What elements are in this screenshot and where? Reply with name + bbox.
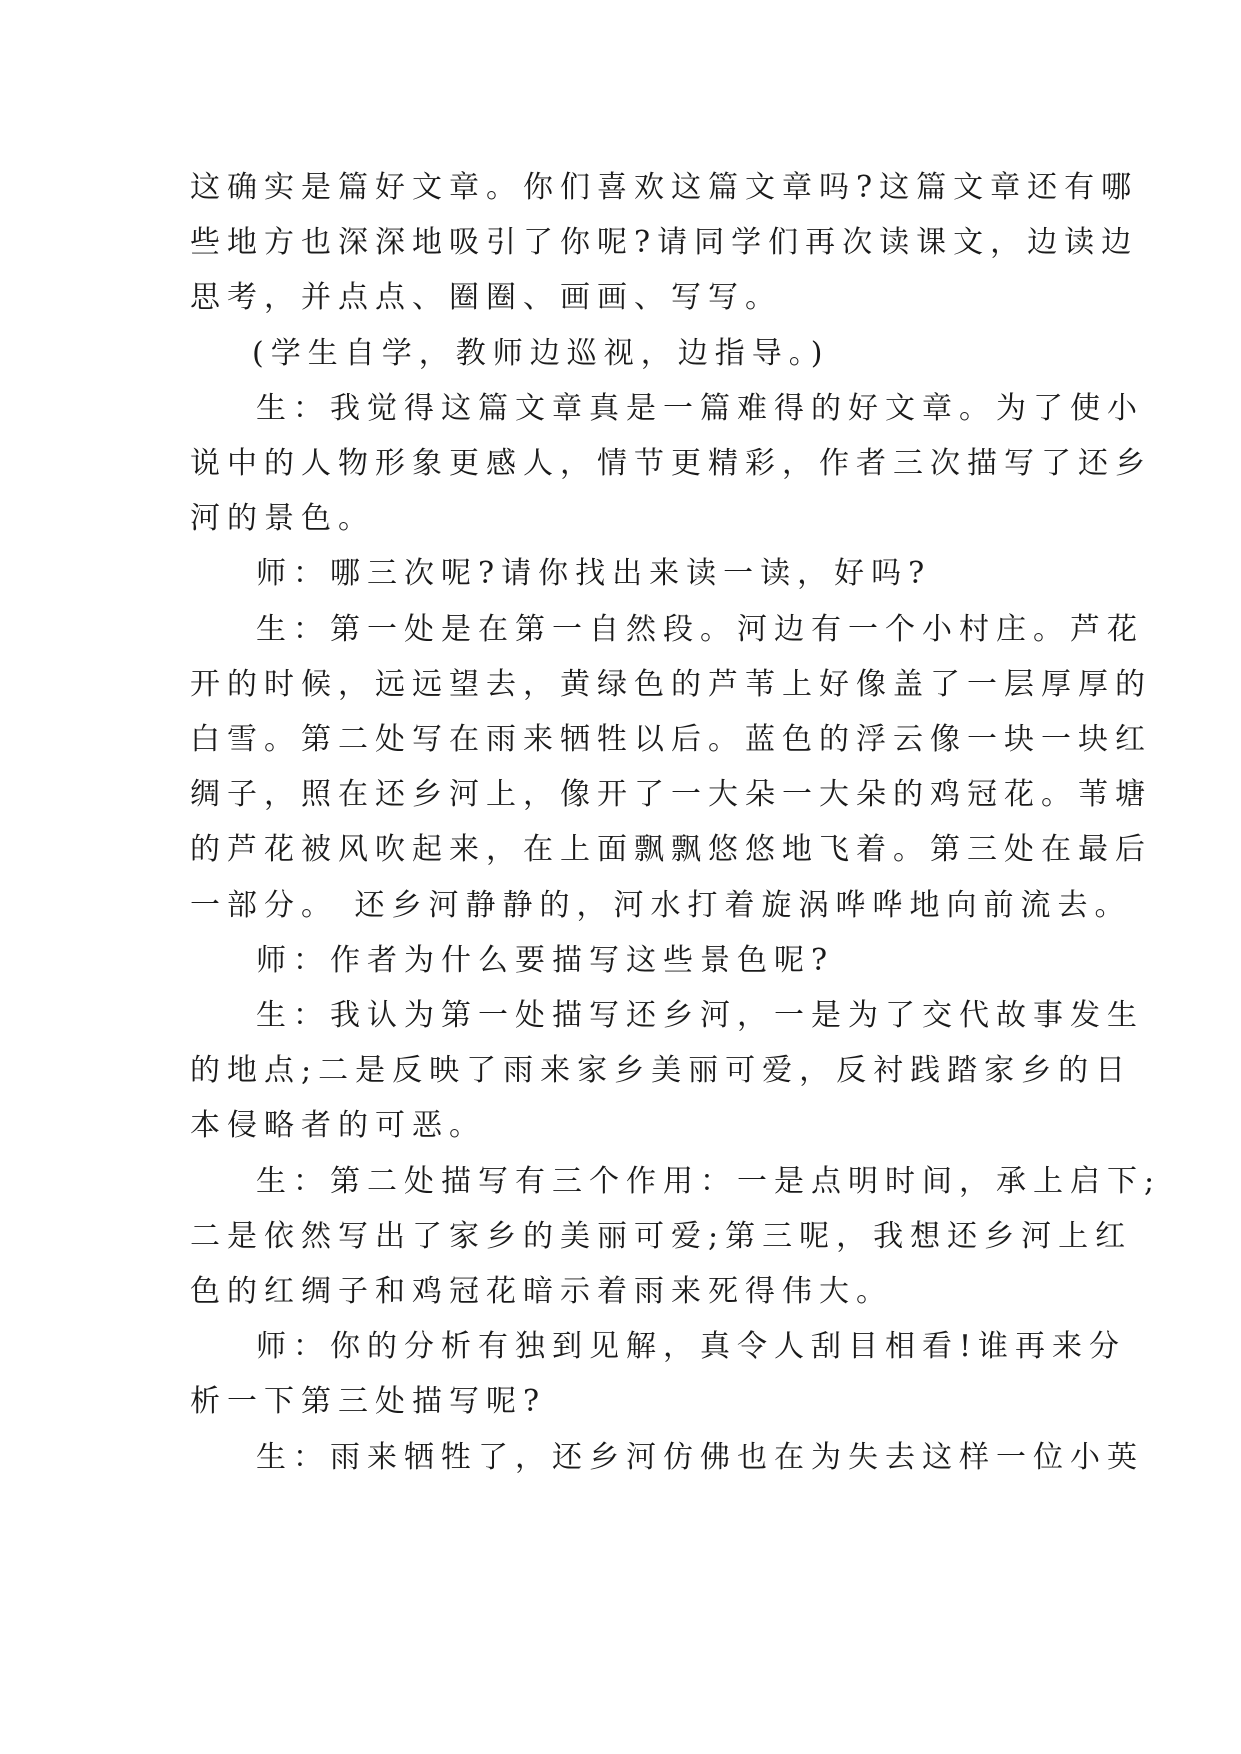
text-line: 的地点;二是反映了雨来家乡美丽可爱，反衬践踏家乡的日 (190, 1053, 1133, 1088)
text-line: 色的红绸子和鸡冠花暗示着雨来死得伟大。 (190, 1274, 893, 1309)
text-line: 师：你的分析有独到见解，真令人刮目相看!谁再来分 (256, 1329, 1127, 1364)
text-line: 师：哪三次呢?请你找出来读一读，好吗? (256, 556, 932, 591)
text-line: 一部分。 还乡河静静的，河水打着旋涡哗哗地向前流去。 (190, 888, 1132, 923)
text-line: (学生自学，教师边巡视，边指导。) (252, 336, 830, 371)
text-line: 生：我觉得这篇文章真是一篇难得的好文章。为了使小 (256, 391, 1144, 426)
text-line: 这确实是篇好文章。你们喜欢这篇文章吗?这篇文章还有哪 (190, 170, 1139, 205)
text-line: 生：第二处描写有三个作用：一是点明时间，承上启下; (256, 1164, 1162, 1199)
text-line: 本侵略者的可恶。 (190, 1108, 486, 1143)
text-line: 师：作者为什么要描写这些景色呢? (256, 943, 835, 978)
text-line: 二是依然写出了家乡的美丽可爱;第三呢，我想还乡河上红 (190, 1219, 1133, 1254)
text-line: 说中的人物形象更感人，情节更精彩，作者三次描写了还乡 (190, 446, 1152, 481)
text-line: 些地方也深深地吸引了你呢?请同学们再次读课文，边读边 (190, 225, 1139, 260)
text-line: 开的时候，远远望去，黄绿色的芦苇上好像盖了一层厚厚的 (190, 667, 1152, 702)
text-line: 河的景色。 (190, 501, 375, 536)
text-line: 思考，并点点、圈圈、画画、写写。 (190, 280, 782, 315)
text-line: 白雪。第二处写在雨来牺牲以后。蓝色的浮云像一块一块红 (190, 722, 1152, 757)
text-line: 的芦花被风吹起来，在上面飘飘悠悠地飞着。第三处在最后 (190, 832, 1152, 867)
text-line: 生：雨来牺牲了，还乡河仿佛也在为失去这样一位小英 (256, 1440, 1144, 1475)
text-line: 析一下第三处描写呢? (190, 1384, 547, 1419)
text-line: 绸子，照在还乡河上，像开了一大朵一大朵的鸡冠花。苇塘 (190, 777, 1152, 812)
text-line: 生：我认为第一处描写还乡河，一是为了交代故事发生 (256, 998, 1144, 1033)
text-line: 生：第一处是在第一自然段。河边有一个小村庄。芦花 (256, 612, 1144, 647)
